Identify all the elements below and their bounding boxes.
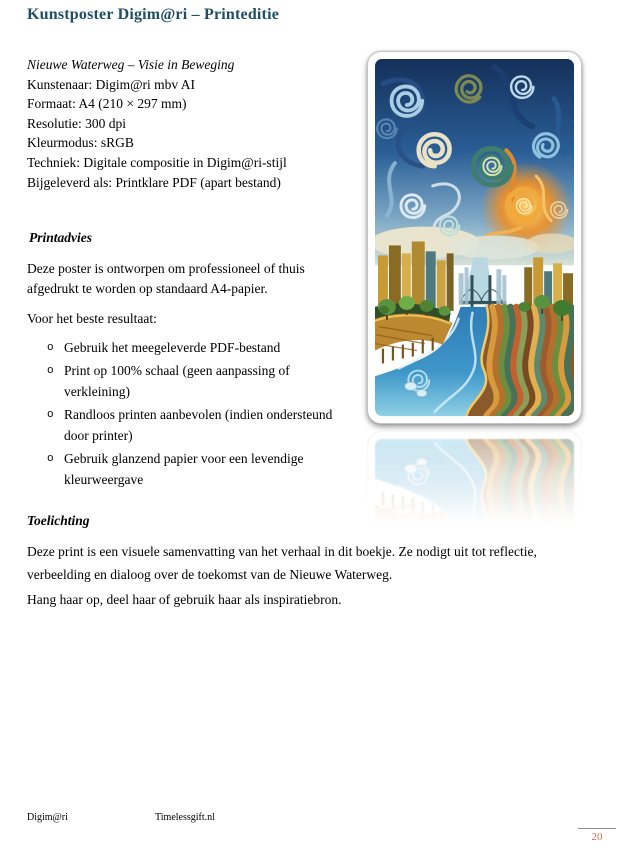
list-item-text: Gebruik glanzend papier voor een levendige kleurweergave <box>64 451 304 487</box>
spec-bijgeleverd: Bijgeleverd als: Printklare PDF (apart bestand) <box>27 174 281 190</box>
bullet-icon: o <box>47 409 54 421</box>
printadvies-heading: Printadvies <box>29 230 92 245</box>
reflection-fade-overlay <box>367 431 582 527</box>
spec-kunstenaar: Kunstenaar: Digim@ri mbv AI <box>27 76 196 92</box>
artwork-title: Nieuwe Waterweg – Visie in Beweging <box>27 57 235 72</box>
bullet-icon: o <box>47 365 54 377</box>
poster-art-frame <box>375 59 574 416</box>
printadvies-lead: Voor het beste resultaat: <box>27 311 157 326</box>
poster-reflection <box>367 431 582 527</box>
bullet-icon: o <box>47 453 54 465</box>
spec-formaat: Formaat: A4 (210 × 297 mm) <box>27 96 187 112</box>
spec-resolutie: Resolutie: 300 dpi <box>27 115 126 131</box>
list-item <box>47 448 349 490</box>
page-number: 20 <box>591 831 603 843</box>
bullet-icon: o <box>47 342 54 354</box>
list-item <box>47 360 349 402</box>
list-item <box>47 404 349 446</box>
list-item-text: Gebruik het meegeleverde PDF-bestand <box>64 340 281 355</box>
toelichting-para2: Hang haar op, deel haar of gebruik haar als inspiratiebron. <box>27 592 342 607</box>
toelichting-para1: Deze print is een visuele samenvatting van het verhaal in dit boekje. Ze nodigt uit tot reflectie, verbeelding en dialoog over de toekomst van de Nieuwe Waterweg. <box>27 544 537 582</box>
page-title: Kunstposter Digim@ri – Printeditie <box>27 6 280 23</box>
poster-card <box>367 51 582 424</box>
footer-brand: Digim@ri <box>27 812 68 823</box>
list-item <box>47 337 349 358</box>
poster-image <box>375 59 574 416</box>
printadvies-intro: Deze poster is ontworpen om professioneel of thuis afgedrukt te worden op standaard A4-papier. <box>27 261 305 296</box>
spec-techniek: Techniek: Digitale compositie in Digim@ri-stijl <box>27 154 287 170</box>
print-tips-list <box>47 337 349 492</box>
page-number-rule <box>578 828 616 829</box>
toelichting-heading: Toelichting <box>27 513 90 528</box>
page-footer <box>27 812 215 823</box>
list-item-text: Randloos printen aanbevolen (indien ondersteund door printer) <box>64 407 333 443</box>
spec-kleurmodus: Kleurmodus: sRGB <box>27 135 134 151</box>
artwork-specs <box>27 55 287 192</box>
footer-site: Timelessgift.nl <box>155 812 215 823</box>
list-item-text: Print op 100% schaal (geen aanpassing of verkleining) <box>64 363 290 399</box>
